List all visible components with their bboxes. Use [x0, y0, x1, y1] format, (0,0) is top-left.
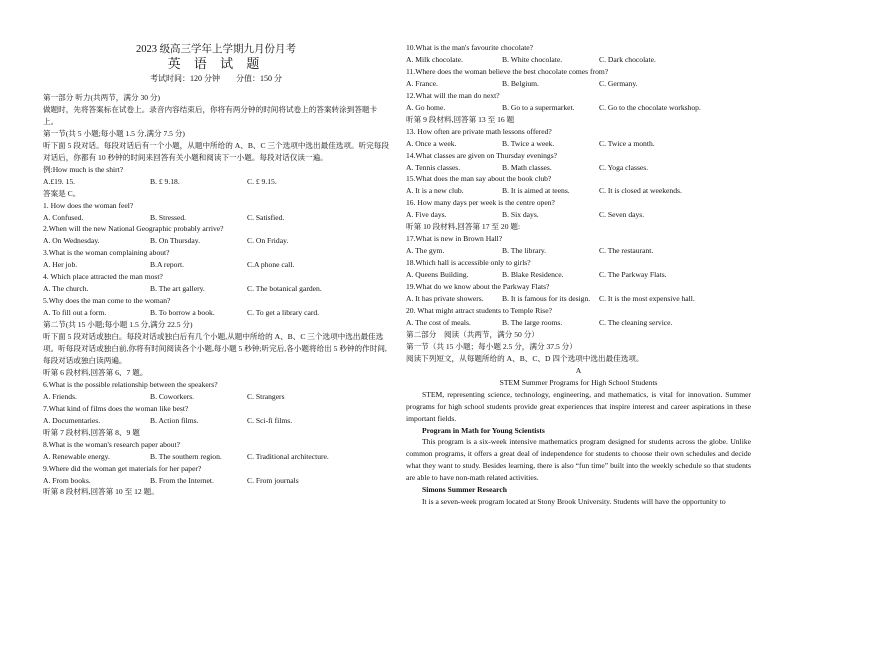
exam-info: 考试时间：120 分钟 分值：150 分	[150, 74, 282, 83]
text-line: 5.Why does the man come to the woman?	[43, 296, 171, 306]
answer-options	[406, 317, 751, 329]
answer-options	[43, 283, 389, 295]
text-line: 阅读下列短文，从每题所给的 A、B、C、D 四个选项中选出最佳选项。	[406, 353, 644, 363]
text-line: 2.When will the new National Geographic probably arrive?	[43, 224, 224, 234]
text-line: 第一部分 听力(共两节，满分 30 分)	[43, 93, 161, 102]
answer-option: A. Milk chocolate.	[406, 54, 463, 64]
section-heading: Program in Math for Young Scientists	[422, 425, 545, 435]
text-line: 听第 7 段材料,回答第 8、9 题	[43, 427, 140, 437]
answer-option: B. Twice a week.	[502, 138, 555, 148]
text-line: 14.What classes are given on Thursday evenings?	[406, 150, 558, 160]
right-column-body	[406, 42, 751, 508]
answer-option: B. Blake Residence.	[502, 270, 564, 280]
answer-option: C. Twice a month.	[599, 138, 655, 148]
answer-option: B. Math classes.	[502, 162, 552, 172]
answer-option: B. Action films.	[150, 415, 199, 425]
answer-option: C. The Parkway Flats.	[599, 270, 667, 280]
answer-option: B. It is famous for its design.	[502, 294, 591, 304]
answer-option: B. The library.	[502, 246, 547, 256]
answer-option: C. The botanical garden.	[247, 284, 322, 294]
text-line: 第二部分 阅读（共两节，满分 50 分）	[406, 329, 539, 339]
answer-option: C. Dark chocolate.	[599, 54, 656, 64]
answer-option: A. Documentaries.	[43, 415, 101, 425]
answer-options	[43, 176, 389, 188]
text-line: 听下面 5 段对话或独白。每段对话或独白后有几个小题,从题中所给的 A、B、C 三个选项中选出最佳选项。听每段对话或独白前,你将有时间阅读各个小题,每小题 5 秒钟;听完后,各小题将给出 5 秒钟的作时间,每段对话或独白读两遍。	[43, 332, 387, 365]
answer-option: C. Germany.	[599, 78, 638, 88]
answer-option: B. Six days.	[502, 210, 539, 220]
answer-options	[43, 259, 389, 271]
answer-option: B. It is aimed at teens.	[502, 186, 570, 196]
answer-option: C. It is closed at weekends.	[599, 186, 682, 196]
paragraph: It is a seven-week program located at Stony Brook University. Students will have the opportunity to	[422, 497, 726, 507]
text-line: 10.What is the man's favourite chocolate?	[406, 43, 534, 52]
answer-option: C. Go to the chocolate workshop.	[599, 102, 701, 112]
text-line: 第二节(共 15 小题;每小题 1.5 分,满分 22.5 分)	[43, 320, 193, 330]
text-line: 听第 9 段材料,回答第 13 至 16 题	[406, 114, 515, 124]
answer-option: A. Her job.	[43, 260, 78, 270]
answer-options	[406, 293, 751, 305]
answer-option: B. The large rooms.	[502, 317, 563, 327]
answer-option: C. It is the most expensive hall.	[599, 294, 695, 304]
right-column	[406, 0, 751, 508]
text-line: 6.What is the possible relationship between the speakers?	[43, 379, 218, 389]
text-line: 15.What does the man say about the book club?	[406, 174, 552, 184]
text-line: 听第 8 段材料,回答第 10 至 12 题。	[43, 487, 159, 497]
answer-option: A. Tennis classes.	[406, 162, 461, 172]
text-line: STEM Summer Programs for High School Students	[499, 377, 658, 387]
answer-option: B. Coworkers.	[150, 391, 195, 401]
text-line: 听第 10 段材料,回答第 17 至 20 题:	[406, 222, 521, 232]
text-line: 20. What might attract students to Temple Rise?	[406, 305, 552, 315]
answer-option: B. Belgium.	[502, 78, 539, 88]
answer-option: C. Satisfied.	[247, 212, 285, 222]
answer-option: C. From journals	[247, 475, 299, 485]
answer-options	[406, 209, 751, 221]
answer-options	[406, 102, 751, 114]
text-line: 第一节（共 15 小题；每小题 2.5 分，满分 37.5 分）	[406, 341, 577, 351]
answer-option: C. The cleaning service.	[599, 317, 673, 327]
answer-options	[43, 307, 389, 319]
text-line: 第一节(共 5 小题;每小题 1.5 分,满分 7.5 分)	[43, 128, 185, 138]
answer-option: A. It is a new club.	[406, 186, 464, 196]
answer-option: C. Seven days.	[599, 210, 645, 220]
text-line: 13. How often are private math lessons offered?	[406, 126, 552, 136]
answer-option: B. The art gallery.	[150, 284, 205, 294]
paragraph: STEM, representing science, technology, engineering, and mathematics, is vital for innovation. Summer programs for high school students provide great experiences that inspire interest and career aspirations in these important fields.	[406, 389, 751, 423]
answer-option: B. White chocolate.	[502, 54, 563, 64]
answer-options	[43, 235, 389, 247]
answer-options	[406, 185, 751, 197]
exam-title: 2023 级高三学年上学期九月份月考	[135, 44, 297, 55]
answer-options	[43, 475, 389, 487]
answer-options	[406, 245, 751, 257]
answer-options	[406, 269, 751, 281]
answer-option: A. Queens Building.	[406, 270, 469, 280]
text-line: 4. Which place attracted the man most?	[43, 272, 163, 282]
answer-option: B. The southern region.	[150, 451, 222, 461]
answer-option: C.A phone call.	[247, 260, 295, 270]
text-line: 17.What is new in Brown Hall?	[406, 234, 503, 244]
answer-option: C. To get a library card.	[247, 308, 320, 318]
answer-option: A. Once a week.	[406, 138, 457, 148]
answer-option: A. The church.	[43, 284, 89, 294]
text-line: 3.What is the woman complaining about?	[43, 248, 170, 258]
text-line: 19.What do we know about the Parkway Flats?	[406, 282, 550, 292]
answer-options	[43, 415, 389, 427]
answer-options	[406, 54, 751, 66]
answer-option: C. On Friday.	[247, 236, 289, 246]
text-line: 听下面 5 段对话。每段对话后有一个小题，从题中所给的 A、B、C 三个选项中选出最佳选项。听完每段对话后，你都有 10 秒钟的时间来回答有关小题和阅读下一小题。每段对话仅读一遍。	[43, 140, 389, 162]
answer-option: B. Go to a supermarket.	[502, 102, 575, 112]
text-line: 7.What kind of films does the woman like best?	[43, 403, 189, 413]
answer-option: A. Friends.	[43, 391, 77, 401]
answer-option: C. Traditional architecture.	[247, 451, 329, 461]
answer-option: C. Sci-fi films.	[247, 415, 293, 425]
text-line: 8.What is the woman's research paper about?	[43, 439, 180, 449]
answer-option: B. £ 9.18.	[150, 176, 180, 186]
text-line: 答案是 C。	[43, 188, 81, 198]
answer-option: C. The restaurant.	[599, 246, 654, 256]
answer-option: A.£19. 15.	[43, 176, 76, 186]
left-column	[43, 0, 389, 498]
answer-option: A. Confused.	[43, 212, 84, 222]
answer-option: B. Stressed.	[150, 212, 187, 222]
text-line: 18.Which hall is accessible only to girls?	[406, 258, 531, 268]
answer-option: A. Five days.	[406, 210, 447, 220]
text-line: 例:How much is the shirt?	[43, 164, 124, 174]
answer-options	[43, 212, 389, 224]
answer-option: B.A report.	[150, 260, 184, 270]
answer-option: A. Renewable energy.	[43, 451, 110, 461]
answer-options	[406, 162, 751, 174]
answer-options	[43, 451, 389, 463]
answer-option: C. Strangers	[247, 391, 285, 401]
answer-option: C. £ 9.15.	[247, 176, 277, 186]
text-line: 9.Where did the woman get materials for her paper?	[43, 463, 202, 473]
section-heading: Simons Summer Research	[422, 485, 507, 495]
text-line: 听第 6 段材料,回答第 6、7 题。	[43, 367, 148, 377]
answer-options	[406, 78, 751, 90]
answer-option: B. On Thursday.	[150, 236, 200, 246]
answer-option: A. Go home.	[406, 102, 446, 112]
text-line: 1. How does the woman feel?	[43, 200, 134, 210]
answer-option: B. From the Internet.	[150, 475, 214, 485]
answer-option: A. The cost of meals.	[406, 317, 471, 327]
answer-option: A. It has private showers.	[406, 294, 484, 304]
text-line: 做题时，先将答案标在试卷上。录音内容结束后，你将有两分钟的时间将试卷上的答案转涂到答题卡上。	[43, 104, 378, 126]
text-line: A	[575, 365, 582, 375]
exam-subject: 英 语 试 题	[167, 56, 265, 71]
answer-option: A. On Wednesday.	[43, 236, 100, 246]
left-column-body	[43, 92, 389, 498]
answer-option: A. The gym.	[406, 246, 445, 256]
answer-option: C. Yoga classes.	[599, 162, 649, 172]
answer-option: A. France.	[406, 78, 438, 88]
text-line: 11.Where does the woman believe the best chocolate comes from?	[406, 66, 609, 76]
text-line: 12.What will the man do next?	[406, 90, 500, 100]
text-line: 16. How many days per week is the centre open?	[406, 198, 555, 208]
answer-options	[406, 138, 751, 150]
answer-option: A. To fill out a form.	[43, 308, 107, 318]
answer-options	[43, 391, 389, 403]
paragraph: This program is a six-week intensive mathematics program designed for students across the globe. Unlike common programs, it offers a great deal of independence for students to choose their own schedules and decide what they want to study. Besides learning, there is also “fun time” built into the weekly schedule so that students are able to have non-math related activities.	[406, 437, 751, 483]
answer-option: A. From books.	[43, 475, 91, 485]
answer-option: B. To borrow a book.	[150, 308, 215, 318]
